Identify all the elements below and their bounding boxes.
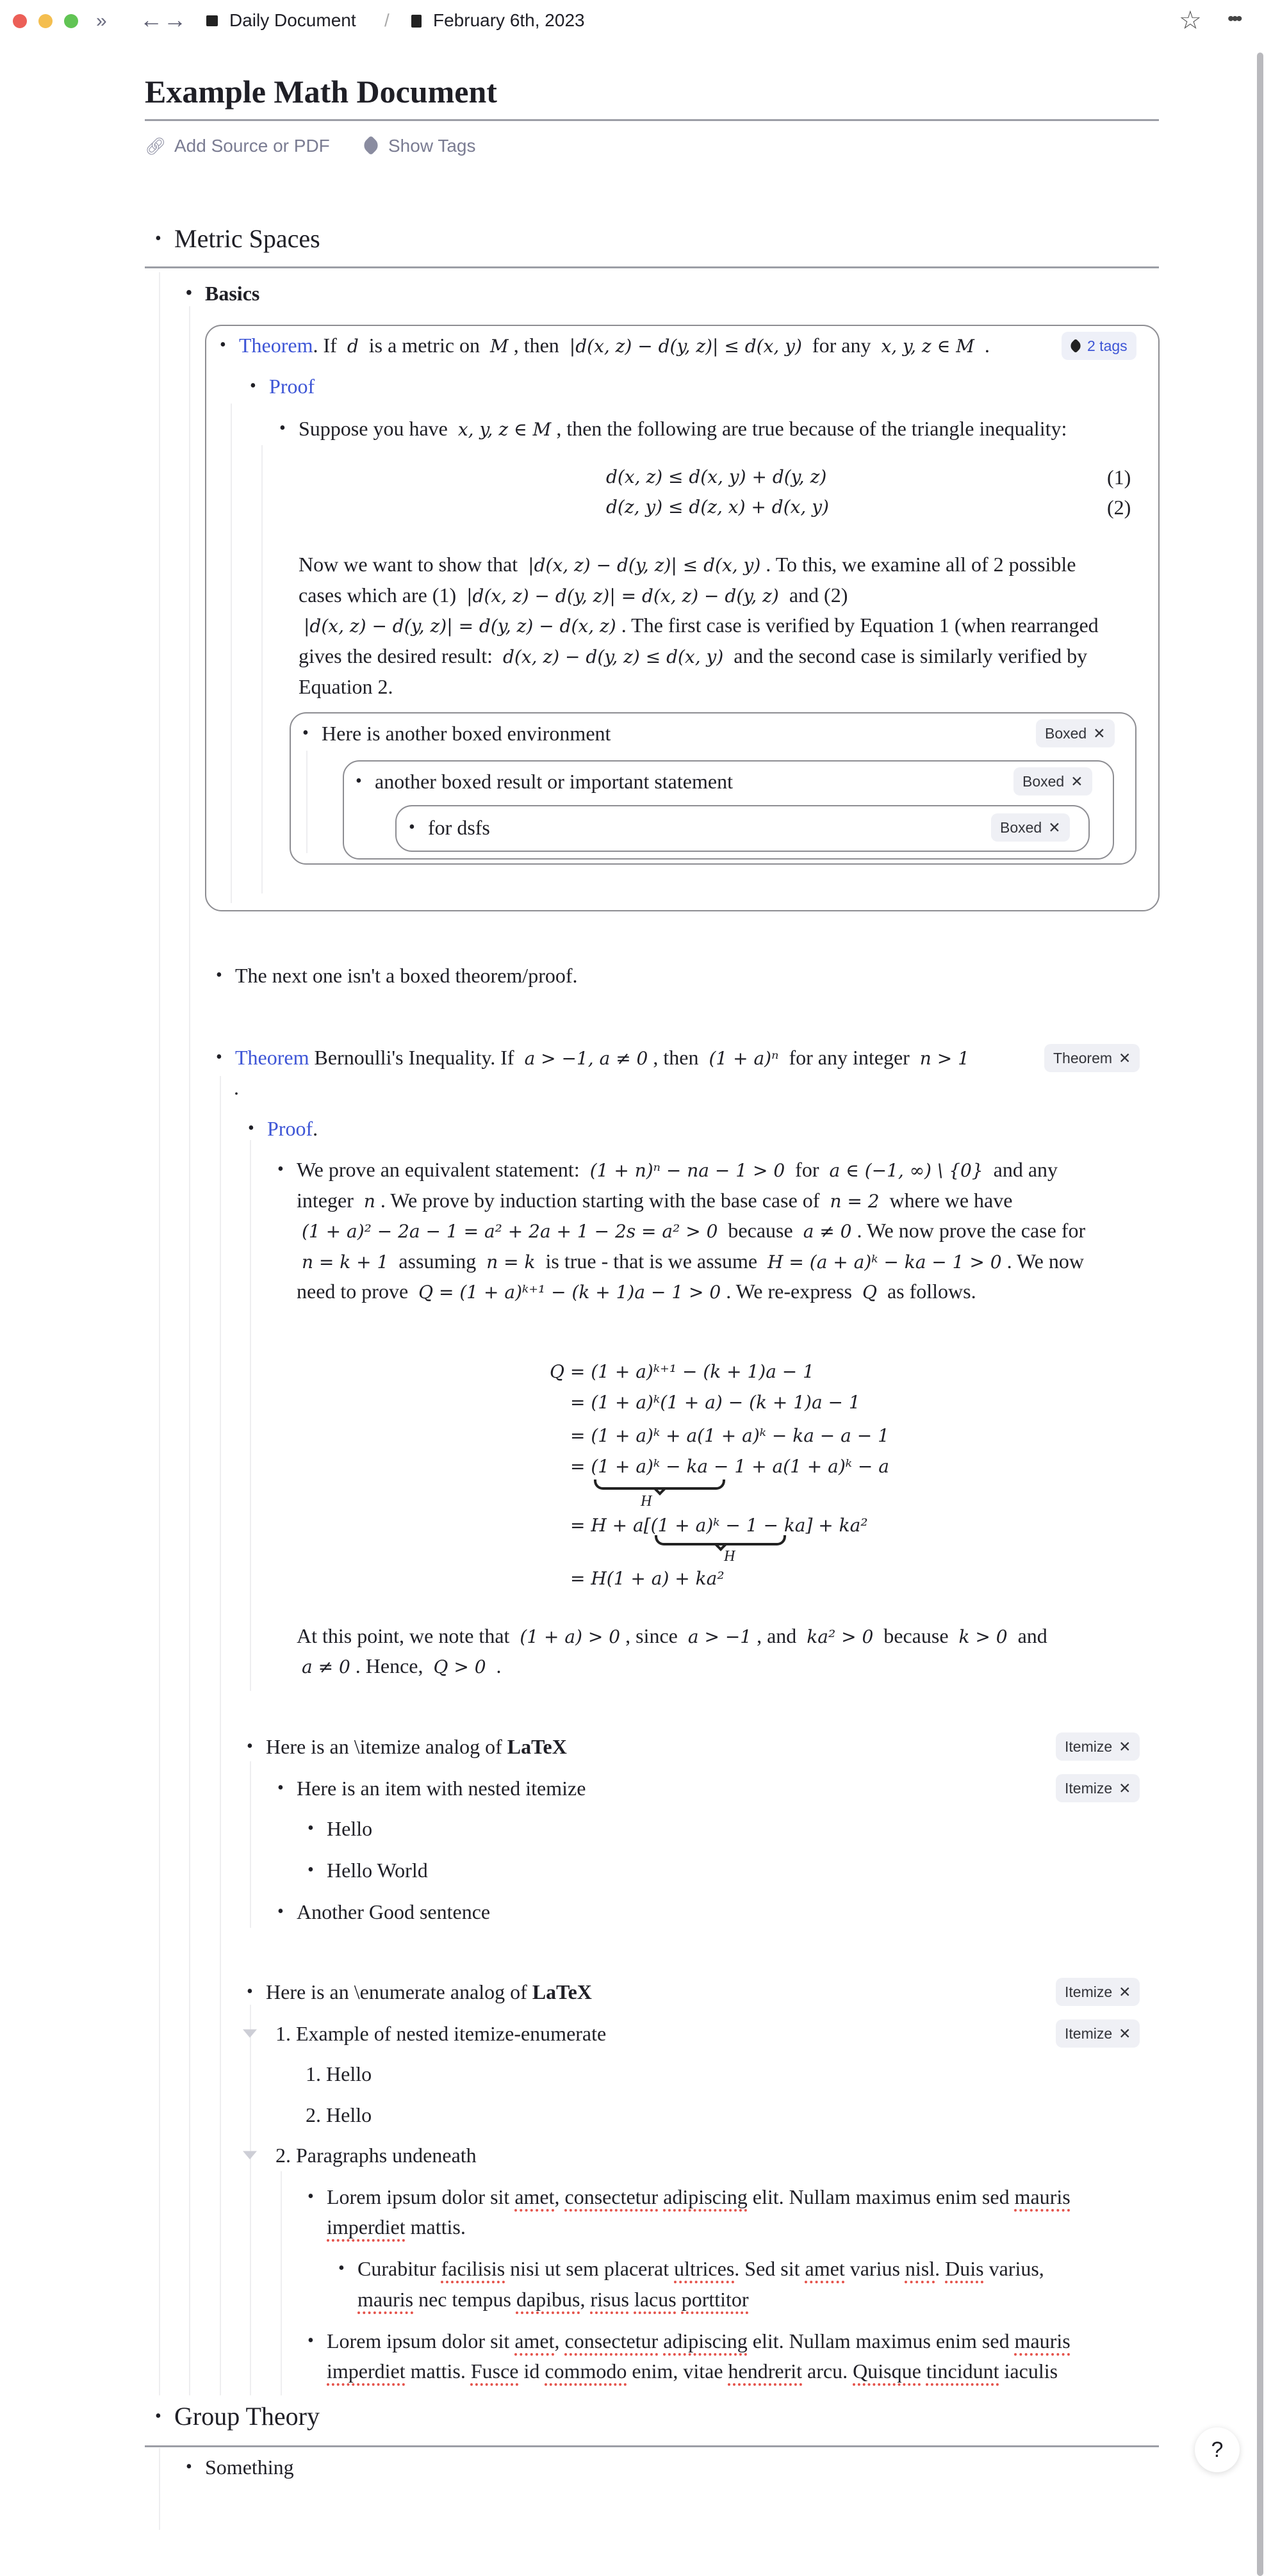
equation-2: d(z, y) ≤ d(z, x) + d(x, y) [606, 496, 829, 518]
prove-line [297, 1155, 1058, 1185]
indent-guide [159, 272, 160, 2530]
indent-guide [220, 1076, 221, 2402]
breadcrumb-separator: / [384, 10, 390, 30]
boxed-3-text[interactable]: • for dsfs [428, 813, 490, 842]
paragraph-line [299, 673, 393, 701]
enum-subitem[interactable]: 2. Hello [306, 2103, 372, 2126]
prove-line [297, 1277, 976, 1307]
math-inline: M [490, 336, 509, 357]
itemize-item[interactable] [266, 1732, 567, 1761]
math-inline: H = (a + a)ᵏ − ka − 1 > 0 [767, 1251, 1002, 1273]
text-segment: . Sed sit [734, 2257, 805, 2280]
misspelled-word[interactable]: adipiscing [663, 2329, 748, 2352]
badge-label: Itemize [1065, 2025, 1113, 2042]
curabitur-line [357, 2254, 1044, 2283]
text-segment: , since [625, 1624, 683, 1647]
math-inline: a > −1, a ≠ 0 [524, 1048, 648, 1069]
text-segment: is a metric on [363, 334, 486, 357]
text-segment: because [723, 1219, 798, 1242]
title-divider [145, 119, 1159, 121]
theorem-2-dot: . [234, 1076, 239, 1099]
text-segment: LaTeX [507, 1735, 567, 1758]
enumerate-item[interactable] [266, 1978, 592, 2006]
badge-label: Theorem [1053, 1049, 1113, 1066]
text-segment: for any [807, 334, 876, 357]
misspelled-word[interactable]: imperdiet [327, 2215, 406, 2238]
misspelled-word[interactable]: nisl [905, 2257, 935, 2280]
misspelled-word[interactable]: tincidunt [926, 2360, 999, 2383]
theorem-badge[interactable] [1044, 1044, 1140, 1072]
page-title[interactable]: Example Math Document [145, 74, 497, 110]
misspelled-word[interactable]: consectetur [564, 2185, 659, 2208]
misspelled-word[interactable]: hendrerit [728, 2360, 803, 2383]
text-segment: , [554, 2329, 565, 2352]
next-one-text[interactable]: • The next one isn't a boxed theorem/proof. [235, 961, 578, 990]
text-segment: mattis. [405, 2215, 466, 2238]
text-segment: cases which are (1) [299, 583, 462, 607]
math-inline: n = 2 [830, 1191, 880, 1212]
collapse-triangle-icon[interactable] [243, 2151, 257, 2160]
paragraph-line [299, 642, 1087, 671]
text-segment: . We now prove the case for [857, 1219, 1086, 1242]
text-segment: assuming [393, 1250, 482, 1273]
text-segment: LaTeX [532, 1980, 592, 2003]
scrollbar[interactable] [1257, 53, 1263, 2576]
boxed-1-text[interactable]: • Here is another boxed environment [322, 719, 611, 747]
math-inline: |d(x, z) − d(y, z)| = d(x, z) − d(y, z) [466, 585, 779, 607]
text-segment: nisi ut sem placerat [505, 2257, 675, 2280]
text-segment: . [313, 1117, 318, 1140]
text-segment: , and [757, 1624, 802, 1647]
text-segment: elit. Nullam maximus enim sed [747, 2329, 1015, 2352]
indent-guide [281, 2171, 282, 2402]
math-inline: n > 1 [919, 1048, 969, 1069]
align-line: = (1 + a)ᵏ(1 + a) − (k + 1)a − 1 [570, 1392, 860, 1413]
text-segment: where we have [884, 1189, 1013, 1212]
boxed-badge[interactable] [1036, 719, 1115, 747]
close-icon[interactable]: ✕ [1119, 1779, 1131, 1797]
text-segment: is true - that is we assume [540, 1250, 763, 1273]
folder-icon [206, 15, 218, 26]
text-segment: because [878, 1624, 954, 1647]
underbrace [594, 1480, 725, 1490]
text-segment: elit. Nullam maximus enim sed [747, 2185, 1015, 2208]
text-segment: . If [313, 334, 342, 357]
paragraph-line [299, 611, 1099, 640]
tag-icon [1069, 339, 1083, 354]
misspelled-word[interactable]: mauris [357, 2288, 414, 2311]
env-label-link[interactable]: Theorem [235, 1046, 309, 1069]
misspelled-word[interactable]: Duis [945, 2257, 984, 2280]
text-segment: gives the desired result: [299, 644, 498, 667]
indent-guide [250, 2005, 251, 2402]
text-segment: for any integer [784, 1046, 915, 1069]
collapse-triangle-icon[interactable] [243, 2030, 257, 2038]
math-inline: (1 + a) > 0 [520, 1626, 621, 1647]
proof-1 [269, 372, 315, 400]
misspelled-word[interactable]: porttitor [681, 2288, 749, 2311]
boxed-badge[interactable] [1013, 767, 1092, 795]
text-segment: need to prove [297, 1280, 414, 1303]
math-inline: n [363, 1191, 375, 1212]
misspelled-word[interactable]: consectetur [564, 2329, 659, 2352]
align-line: = (1 + a)ᵏ − ka − 1 + a(1 + a)ᵏ − a [570, 1456, 889, 1477]
text-segment: We prove an equivalent statement: [297, 1158, 585, 1181]
text-segment: nec tempus [413, 2288, 516, 2311]
text-segment: , then [513, 334, 564, 357]
math-inline: a ∈ (−1, ∞) \ {0} [829, 1160, 983, 1181]
misspelled-word[interactable]: facilisis [441, 2257, 505, 2280]
text-segment: Lorem ipsum dolor sit [327, 2185, 515, 2208]
misspelled-word[interactable]: commodo [545, 2360, 627, 2383]
text-segment: Curabitur [357, 2257, 441, 2280]
boxed-env-3 [395, 805, 1090, 852]
align-line: = (1 + a)ᵏ + a(1 + a)ᵏ − ka − a − 1 [570, 1425, 889, 1446]
math-inline: k > 0 [958, 1626, 1008, 1647]
conclusion-line [297, 1652, 502, 1681]
math-inline: (1 + a)² − 2a − 1 = a² + 2a + 1 − 2s = a² > 0 [302, 1221, 718, 1242]
section-something[interactable]: • Something [205, 2453, 294, 2481]
badge-label: Itemize [1065, 1983, 1113, 2000]
tag-icon [361, 135, 381, 155]
tags-count: 2 tags [1087, 337, 1128, 354]
math-inline: a > −1 [687, 1626, 752, 1647]
heading-divider [145, 266, 1159, 268]
minimize-window-button[interactable] [38, 14, 53, 28]
text-segment: . The first case is verified by Equation 1 (when rearranged [621, 614, 1099, 637]
math-inline: |d(x, z) − d(y, z)| = d(y, z) − d(x, z) [304, 615, 616, 637]
nested-itemize-item[interactable]: • Here is an item with nested itemize [297, 1774, 586, 1802]
badge-label: Itemize [1065, 1779, 1113, 1797]
prove-line [297, 1247, 1084, 1276]
text-segment: iaculis [999, 2360, 1058, 2383]
text-segment [658, 2329, 663, 2352]
text-segment: . To this, we examine all of 2 possible [766, 553, 1076, 576]
close-icon[interactable]: ✕ [1119, 1738, 1131, 1755]
lorem-line [327, 2327, 1071, 2355]
breadcrumb-page[interactable]: February 6th, 2023 [433, 10, 585, 30]
text-segment: Lorem ipsum dolor sit [327, 2329, 515, 2352]
text-segment: and (2) [784, 583, 848, 607]
badge-label: Boxed [1045, 724, 1087, 742]
text-segment: Now we want to show that [299, 553, 523, 576]
indent-guide [189, 306, 190, 2401]
paragraph-line [299, 550, 1076, 580]
close-icon[interactable]: ✕ [1093, 724, 1106, 742]
math-inline: x, y, z ∈ M [881, 336, 974, 357]
math-inline: |d(x, z) − d(y, z)| ≤ d(x, y) [528, 555, 761, 576]
forward-arrow-icon[interactable]: → [163, 6, 186, 33]
list-item-hello[interactable]: • Hello [327, 1814, 372, 1843]
misspelled-word[interactable]: risus [590, 2288, 629, 2311]
misspelled-word[interactable]: amet [514, 2329, 555, 2352]
misspelled-word[interactable]: mauris [1014, 2329, 1071, 2352]
list-item-hello-world[interactable]: • Hello World [327, 1856, 428, 1884]
help-label: ? [1211, 2437, 1224, 2462]
text-segment: varius, [983, 2257, 1044, 2280]
misspelled-word[interactable]: Quisque [853, 2360, 921, 2383]
prove-line [297, 1216, 1085, 1246]
text-segment: . [935, 2257, 946, 2280]
enum-item-2[interactable]: 2. Paragraphs undeneath [275, 2144, 477, 2167]
close-icon[interactable]: ✕ [1119, 1983, 1131, 2000]
heading-group-theory[interactable]: • Group Theory [174, 2402, 320, 2431]
breadcrumb-folder[interactable]: Daily Document [229, 10, 356, 30]
indent-guide [250, 1761, 251, 1928]
text-segment: , then the following are true because of the triangle inequality: [556, 417, 1067, 440]
misspelled-word[interactable]: imperdiet [327, 2360, 406, 2383]
text-segment: as follows. [882, 1280, 976, 1303]
text-segment: , [580, 2288, 591, 2311]
misspelled-word[interactable]: lacus [634, 2288, 677, 2311]
close-window-button[interactable] [13, 14, 27, 28]
equation-1: d(x, z) ≤ d(x, y) + d(y, z) [606, 466, 827, 487]
misspelled-word[interactable]: dapibus [516, 2288, 580, 2311]
curabitur-line [357, 2285, 749, 2313]
env-label-link[interactable]: Theorem [239, 334, 313, 357]
badge-label: Boxed [1022, 772, 1065, 790]
math-inline: n = k [486, 1251, 536, 1273]
help-button[interactable] [1195, 2427, 1240, 2472]
paragraph-line [299, 581, 848, 610]
boxed-2-text[interactable]: • another boxed result or important statement [375, 767, 733, 795]
itemize-badge[interactable] [1056, 1774, 1140, 1802]
tags-badge[interactable] [1062, 332, 1136, 360]
text-segment: At this point, we note that [297, 1624, 515, 1647]
link-icon[interactable]: 🔗︎ [145, 136, 167, 156]
text-segment [677, 2288, 682, 2311]
heading-divider [145, 2445, 1159, 2447]
text-segment: enim, vitae [627, 2360, 728, 2383]
text-segment: , then [653, 1046, 704, 1069]
text-segment: . Hence, [355, 1654, 429, 1677]
enum-subitem[interactable]: 1. Hello [306, 2062, 372, 2085]
text-segment: . We prove by induction starting with the base case of [380, 1189, 825, 1212]
itemize-badge[interactable] [1056, 1978, 1140, 2006]
text-segment: and [1012, 1624, 1047, 1647]
text-segment: . [491, 1654, 502, 1677]
enum-item-1[interactable]: 1. Example of nested itemize-enumerate [275, 2022, 607, 2045]
conclusion-line [297, 1622, 1047, 1651]
add-source-button[interactable]: Add Source or PDF [174, 136, 330, 156]
more-options-icon[interactable]: ••• [1227, 8, 1240, 29]
badge-label: Boxed [1000, 819, 1042, 836]
equation-2-number: (2) [1107, 496, 1131, 519]
math-inline: a ≠ 0 [302, 1656, 350, 1677]
text-segment: varius [844, 2257, 905, 2280]
text-segment: Here is an \enumerate analog of [266, 1980, 532, 2003]
lorem-line [327, 2213, 466, 2241]
close-icon[interactable]: ✕ [1119, 1049, 1131, 1066]
math-inline: n = k + 1 [302, 1251, 389, 1273]
math-inline: |d(x, z) − d(y, z)| ≤ d(x, y) [569, 336, 802, 357]
zoom-window-button[interactable] [64, 14, 78, 28]
misspelled-word[interactable]: adipiscing [663, 2185, 748, 2208]
math-inline: (1 + n)ⁿ − na − 1 > 0 [589, 1160, 785, 1181]
star-icon[interactable]: ☆ [1179, 6, 1202, 35]
text-segment: and the second case is similarly verified by [728, 644, 1088, 667]
text-segment: Bernoulli's Inequality. If [309, 1046, 520, 1069]
boxed-badge[interactable] [991, 813, 1070, 842]
list-item-another[interactable]: • Another Good sentence [297, 1898, 490, 1926]
env-label-link[interactable]: Proof [267, 1117, 313, 1140]
math-inline: a ≠ 0 [803, 1221, 852, 1242]
close-icon[interactable]: ✕ [1071, 772, 1083, 790]
back-arrow-icon[interactable]: ← [140, 6, 163, 33]
text-segment: arcu. [802, 2360, 853, 2383]
text-segment: Here is an \itemize analog of [266, 1735, 507, 1758]
text-segment: Suppose you have [299, 417, 453, 440]
misspelled-word[interactable]: amet [805, 2257, 845, 2280]
math-inline: d(x, z) − d(y, z) ≤ d(x, y) [503, 646, 724, 667]
underbrace-label: H [724, 1548, 735, 1565]
show-tags-button[interactable]: Show Tags [388, 136, 476, 156]
misspelled-word[interactable]: amet [514, 2185, 555, 2208]
misspelled-word[interactable]: ultrices [674, 2257, 735, 2280]
indent-guide [250, 1140, 251, 1691]
text-segment: and any [988, 1158, 1058, 1181]
theorem-1 [239, 331, 990, 361]
text-segment: for [790, 1158, 825, 1181]
text-segment: , [554, 2185, 565, 2208]
close-icon[interactable]: ✕ [1119, 2025, 1131, 2042]
proof-2 [267, 1114, 318, 1143]
text-segment: mattis. [405, 2360, 471, 2383]
theorem-2 [235, 1043, 974, 1073]
text-segment: . [979, 334, 990, 357]
math-inline: Q > 0 [433, 1656, 486, 1677]
align-line: = H(1 + a) + ka² [570, 1568, 725, 1589]
text-segment: id [518, 2360, 545, 2383]
text-segment [629, 2288, 634, 2311]
itemize-badge[interactable] [1056, 1732, 1140, 1761]
underbrace [655, 1535, 786, 1545]
math-inline: ka² > 0 [807, 1626, 874, 1647]
text-segment: integer [297, 1189, 359, 1212]
text-segment [921, 2360, 926, 2383]
suppose-text [299, 414, 1067, 444]
align-line: Q = (1 + a)ᵏ⁺¹ − (k + 1)a − 1 [550, 1361, 814, 1382]
text-segment: Equation 2. [299, 675, 393, 698]
math-inline: d [347, 336, 359, 357]
text-segment: . We re-express [726, 1280, 857, 1303]
env-label-link[interactable]: Proof [269, 375, 315, 398]
section-basics[interactable]: • Basics [205, 279, 259, 307]
math-inline: x, y, z ∈ M [457, 419, 552, 440]
expand-sidebar-icon[interactable]: » [96, 10, 107, 31]
misspelled-word[interactable]: mauris [1014, 2185, 1071, 2208]
text-segment [658, 2185, 663, 2208]
lorem-line [327, 2183, 1071, 2211]
text-segment: . We now [1006, 1250, 1084, 1273]
prove-line [297, 1186, 1012, 1216]
itemize-badge[interactable] [1056, 2019, 1140, 2048]
badge-label: Itemize [1065, 1738, 1113, 1755]
equation-1-number: (1) [1107, 466, 1131, 489]
align-line: = H + a[(1 + a)ᵏ − 1 − ka] + ka² [570, 1515, 868, 1536]
heading-metric-spaces[interactable]: • Metric Spaces [174, 225, 320, 253]
underbrace-label: H [641, 1493, 652, 1510]
close-icon[interactable]: ✕ [1048, 819, 1061, 836]
math-inline: (1 + a)ⁿ [709, 1048, 779, 1069]
misspelled-word[interactable]: Fusce [470, 2360, 519, 2383]
page-icon [411, 15, 422, 28]
math-inline: Q = (1 + a)ᵏ⁺¹ − (k + 1)a − 1 > 0 [418, 1282, 721, 1303]
math-inline: Q [862, 1282, 877, 1303]
indent-guide [306, 751, 308, 853]
lorem-line [327, 2357, 1058, 2385]
